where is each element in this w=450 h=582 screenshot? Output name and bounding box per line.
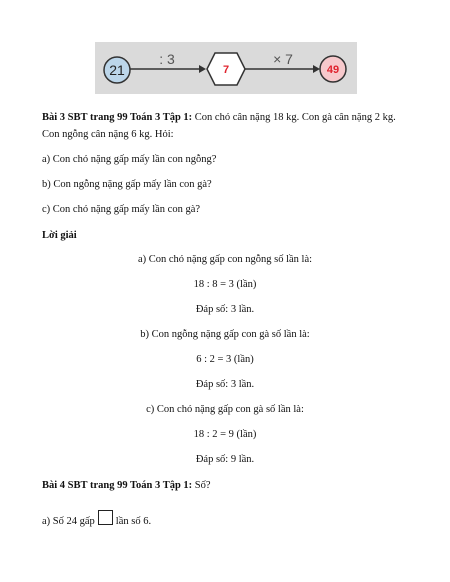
operation-2: × 7 — [273, 51, 293, 67]
solution-c-answer: Đáp số: 9 lần. — [195, 454, 255, 465]
solution-b-line: b) Con ngỗng nặng gấp con gà số lần là: — [140, 329, 310, 340]
bai4-question-a — [42, 510, 412, 530]
number-chain-diagram — [95, 40, 357, 96]
bai3-title: Bài 3 SBT trang 99 Toán 3 Tập 1: — [42, 112, 193, 123]
bai4-text: Số? — [192, 480, 211, 491]
bai4-qa-before: a) Số 24 gấp — [42, 516, 95, 527]
start-value: 21 — [109, 62, 125, 78]
solution-b-answer: Đáp số: 3 lần. — [195, 379, 255, 390]
end-value: 49 — [326, 64, 340, 76]
solution-c-line: c) Con chó nặng gấp con gà số lần là: — [146, 404, 304, 415]
solution-heading-text: Lời giải — [42, 230, 77, 241]
operation-1: : 3 — [159, 51, 175, 67]
answer-box[interactable] — [98, 510, 113, 525]
bai4-title: Bài 4 SBT trang 99 Toán 3 Tập 1: — [42, 480, 193, 491]
bai3-problem — [42, 109, 412, 143]
bai4-qa-after: lần số 6. — [115, 516, 152, 527]
solution-a-answer: Đáp số: 3 lần. — [195, 304, 255, 315]
bai4-problem — [42, 477, 412, 494]
middle-value: 7 — [222, 64, 230, 76]
bai3-text: Con chó cân nặng 18 kg. Con gà cân nặng 2 kg. Con ngỗng cân nặng 6 kg. Hỏi: — [42, 112, 396, 140]
solution-b-calc: 6 : 2 = 3 (lần) — [196, 354, 254, 365]
solution-a-calc: 18 : 8 = 3 (lần) — [193, 279, 257, 290]
bai3-question-c: c) Con chó nặng gấp mấy lần con gà? — [42, 204, 201, 215]
solution-heading — [42, 227, 412, 244]
bai3-question-b: b) Con ngỗng nặng gấp mấy lần con gà? — [42, 179, 212, 190]
number-chain-figure — [95, 40, 357, 96]
solution-c-calc: 18 : 2 = 9 (lần) — [193, 429, 257, 440]
solution-a-line: a) Con chó nặng gấp con ngỗng số lần là: — [137, 254, 313, 265]
bai3-question-a: a) Con chó nặng gấp mấy lần con ngỗng? — [42, 154, 217, 165]
